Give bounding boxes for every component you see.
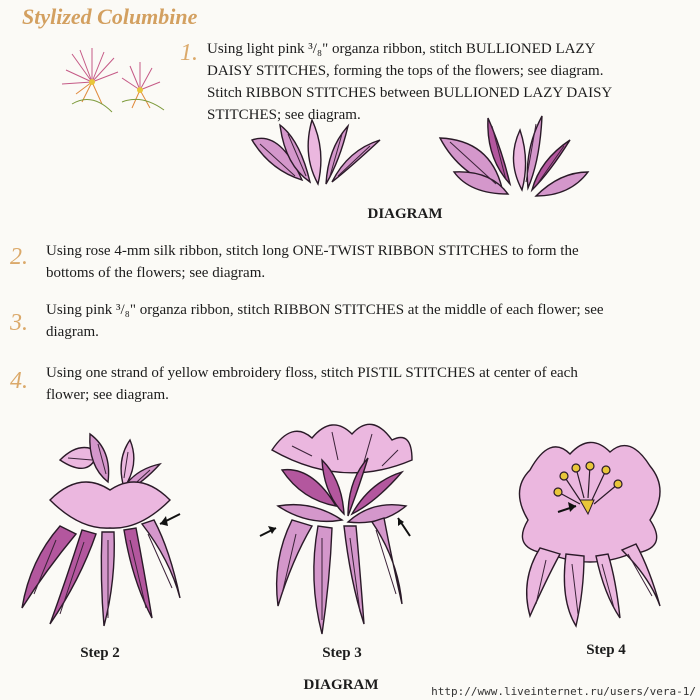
step-1-line-2: DAISY STITCHES, forming the tops of the flowers; see diagram.: [207, 63, 604, 79]
step-number-4: 4.: [10, 368, 28, 394]
step-1-line-3: Stitch RIBBON STITCHES between BULLIONED LAZY DAISY: [207, 85, 613, 101]
step-4-flower-illustration: [500, 430, 680, 630]
step-2-line-2: bottoms of the flowers; see diagram.: [46, 265, 266, 281]
bottom-diagram-label: DIAGRAM: [303, 677, 379, 693]
step-3-line-1: Using pink ³/₈" organza ribbon, stitch RIBBON STITCHES at the middle of each flower; see: [46, 302, 604, 318]
step-number-3: 3.: [10, 310, 28, 336]
step-number-2: 2.: [10, 244, 28, 270]
lazy-daisy-petals-right: [440, 116, 588, 196]
step-1-line-4: STITCHES; see diagram.: [207, 107, 361, 123]
step-number-1: 1.: [180, 40, 198, 66]
top-diagram-illustration: [240, 110, 600, 205]
step-4-line-2: flower; see diagram.: [46, 387, 169, 403]
step-3-label: Step 3: [322, 645, 362, 661]
step-3-line-2: diagram.: [46, 324, 99, 340]
step-1-line-1: Using light pink ³/₈" organza ribbon, stitch BULLIONED LAZY: [207, 41, 596, 57]
step-2-label: Step 2: [80, 645, 120, 661]
lazy-daisy-petals-left: [252, 120, 380, 184]
step-4-text: [46, 362, 578, 406]
step-3-flower-illustration: [252, 410, 427, 640]
flower-thumbnail-image: [52, 42, 167, 117]
step-2-text: [46, 240, 579, 284]
step-4-label: Step 4: [586, 642, 626, 658]
step-2-line-1: Using rose 4-mm silk ribbon, stitch long ONE-TWIST RIBBON STITCHES to form the: [46, 243, 579, 259]
top-diagram-label: DIAGRAM: [367, 206, 443, 222]
step-3-text: [46, 299, 604, 343]
step-2-flower-illustration: [20, 430, 195, 630]
watermark-url: http://www.liveinternet.ru/users/vera-1/: [431, 685, 696, 698]
step-4-line-1: Using one strand of yellow embroidery floss, stitch PISTIL STITCHES at center of each: [46, 365, 578, 381]
page-title: Stylized Columbine: [22, 4, 198, 29]
